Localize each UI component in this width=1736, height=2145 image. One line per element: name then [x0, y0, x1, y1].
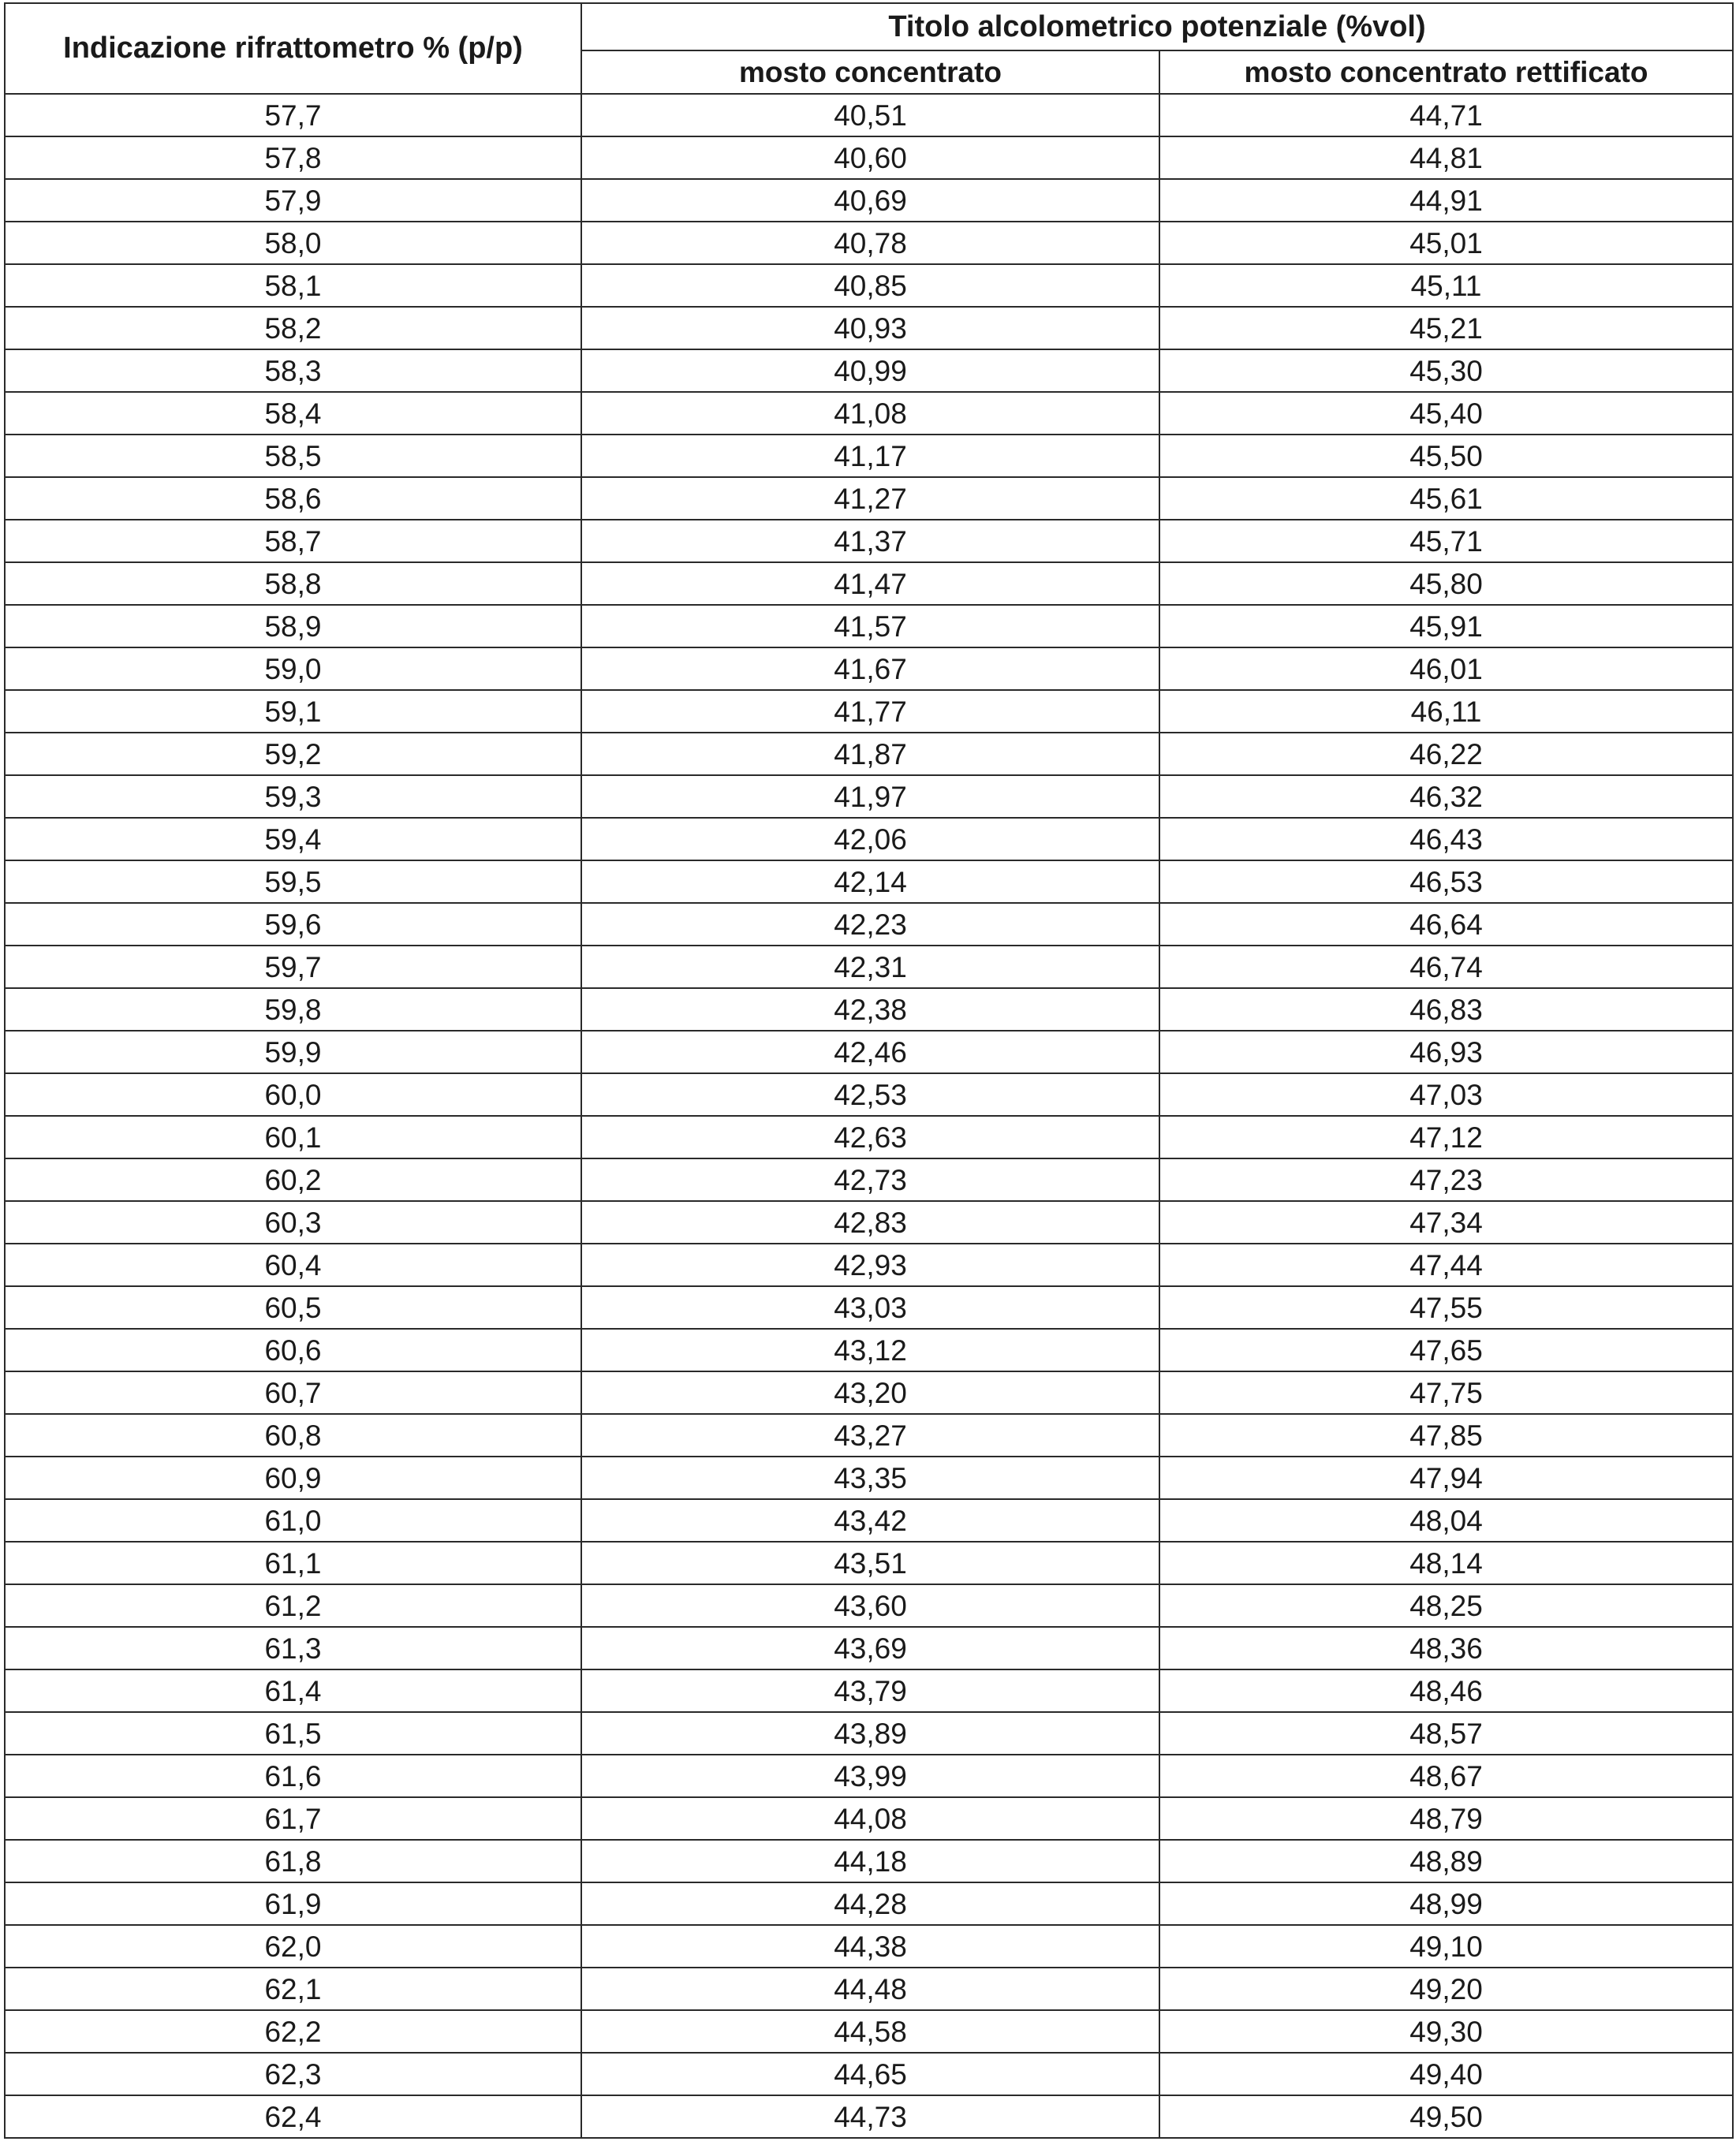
cell-refractometer: 59,3 [5, 775, 581, 818]
cell-concentrated-must: 43,12 [581, 1329, 1159, 1371]
cell-rectified-must: 48,89 [1159, 1840, 1733, 1882]
table-row [5, 1286, 1733, 1329]
cell-rectified-must: 47,12 [1159, 1116, 1733, 1158]
cell-rectified-must: 47,23 [1159, 1158, 1733, 1201]
table-row [5, 1627, 1733, 1669]
table-row [5, 179, 1733, 222]
cell-rectified-must: 45,21 [1159, 307, 1733, 349]
cell-rectified-must: 49,20 [1159, 1968, 1733, 2010]
cell-refractometer: 60,8 [5, 1414, 581, 1457]
cell-concentrated-must: 42,31 [581, 946, 1159, 988]
table-body [5, 94, 1733, 2138]
table-row [5, 818, 1733, 860]
cell-rectified-must: 49,40 [1159, 2053, 1733, 2095]
cell-concentrated-must: 42,53 [581, 1073, 1159, 1116]
cell-refractometer: 59,0 [5, 647, 581, 690]
table-row [5, 1968, 1733, 2010]
cell-rectified-must: 47,34 [1159, 1201, 1733, 1244]
table-row [5, 2010, 1733, 2053]
table-row [5, 520, 1733, 562]
cell-refractometer: 60,0 [5, 1073, 581, 1116]
table-row [5, 392, 1733, 435]
cell-concentrated-must: 44,18 [581, 1840, 1159, 1882]
table-row [5, 1158, 1733, 1201]
cell-concentrated-must: 40,69 [581, 179, 1159, 222]
cell-rectified-must: 49,30 [1159, 2010, 1733, 2053]
cell-rectified-must: 46,11 [1159, 690, 1733, 733]
cell-refractometer: 59,6 [5, 903, 581, 946]
cell-refractometer: 58,6 [5, 477, 581, 520]
cell-refractometer: 57,8 [5, 136, 581, 179]
cell-refractometer: 61,1 [5, 1542, 581, 1584]
cell-concentrated-must: 42,63 [581, 1116, 1159, 1158]
cell-concentrated-must: 40,99 [581, 349, 1159, 392]
cell-rectified-must: 48,57 [1159, 1712, 1733, 1755]
cell-refractometer: 58,5 [5, 435, 581, 477]
cell-rectified-must: 47,75 [1159, 1371, 1733, 1414]
table-row [5, 1584, 1733, 1627]
table-row [5, 1414, 1733, 1457]
cell-refractometer: 58,1 [5, 264, 581, 307]
table-row [5, 2053, 1733, 2095]
cell-rectified-must: 48,79 [1159, 1797, 1733, 1840]
header-row-1 [5, 3, 1733, 50]
table-row [5, 1840, 1733, 1882]
cell-concentrated-must: 41,97 [581, 775, 1159, 818]
cell-refractometer: 58,3 [5, 349, 581, 392]
cell-rectified-must: 44,71 [1159, 94, 1733, 136]
table-row [5, 1882, 1733, 1925]
table-row [5, 435, 1733, 477]
cell-concentrated-must: 41,47 [581, 562, 1159, 605]
cell-refractometer: 60,5 [5, 1286, 581, 1329]
table-row [5, 1371, 1733, 1414]
cell-rectified-must: 46,74 [1159, 946, 1733, 988]
cell-rectified-must: 47,94 [1159, 1457, 1733, 1499]
cell-refractometer: 59,8 [5, 988, 581, 1031]
cell-concentrated-must: 43,60 [581, 1584, 1159, 1627]
cell-rectified-must: 46,01 [1159, 647, 1733, 690]
cell-concentrated-must: 44,58 [581, 2010, 1159, 2053]
cell-concentrated-must: 41,27 [581, 477, 1159, 520]
cell-refractometer: 59,5 [5, 860, 581, 903]
cell-concentrated-must: 43,03 [581, 1286, 1159, 1329]
cell-concentrated-must: 42,38 [581, 988, 1159, 1031]
cell-refractometer: 59,7 [5, 946, 581, 988]
cell-refractometer: 61,4 [5, 1669, 581, 1712]
cell-rectified-must: 46,64 [1159, 903, 1733, 946]
cell-refractometer: 58,0 [5, 222, 581, 264]
cell-rectified-must: 48,46 [1159, 1669, 1733, 1712]
cell-rectified-must: 46,93 [1159, 1031, 1733, 1073]
cell-rectified-must: 45,30 [1159, 349, 1733, 392]
cell-concentrated-must: 42,23 [581, 903, 1159, 946]
cell-concentrated-must: 42,46 [581, 1031, 1159, 1073]
cell-refractometer: 61,6 [5, 1755, 581, 1797]
refractometer-conversion-table [4, 2, 1734, 2139]
cell-refractometer: 62,4 [5, 2095, 581, 2138]
table-header [5, 3, 1733, 94]
table-row [5, 647, 1733, 690]
cell-rectified-must: 48,25 [1159, 1584, 1733, 1627]
cell-rectified-must: 46,32 [1159, 775, 1733, 818]
table-row [5, 1073, 1733, 1116]
table-row [5, 1457, 1733, 1499]
cell-rectified-must: 46,43 [1159, 818, 1733, 860]
cell-rectified-must: 47,55 [1159, 1286, 1733, 1329]
table-row [5, 903, 1733, 946]
table-row [5, 1329, 1733, 1371]
table-row [5, 946, 1733, 988]
cell-concentrated-must: 40,85 [581, 264, 1159, 307]
cell-concentrated-must: 41,17 [581, 435, 1159, 477]
cell-refractometer: 61,7 [5, 1797, 581, 1840]
header-concentrated-must: mosto concentrato [581, 50, 1159, 94]
cell-refractometer: 61,9 [5, 1882, 581, 1925]
cell-concentrated-must: 43,79 [581, 1669, 1159, 1712]
document-page [4, 2, 1732, 2139]
table-row [5, 860, 1733, 903]
table-row [5, 264, 1733, 307]
cell-concentrated-must: 43,20 [581, 1371, 1159, 1414]
table-row [5, 349, 1733, 392]
cell-concentrated-must: 40,78 [581, 222, 1159, 264]
cell-rectified-must: 49,10 [1159, 1925, 1733, 1968]
cell-refractometer: 60,2 [5, 1158, 581, 1201]
cell-rectified-must: 48,14 [1159, 1542, 1733, 1584]
cell-rectified-must: 45,40 [1159, 392, 1733, 435]
cell-rectified-must: 46,83 [1159, 988, 1733, 1031]
cell-concentrated-must: 44,08 [581, 1797, 1159, 1840]
cell-refractometer: 58,8 [5, 562, 581, 605]
table-row [5, 1542, 1733, 1584]
cell-refractometer: 62,0 [5, 1925, 581, 1968]
cell-refractometer: 60,4 [5, 1244, 581, 1286]
cell-concentrated-must: 40,51 [581, 94, 1159, 136]
cell-refractometer: 58,9 [5, 605, 581, 647]
cell-refractometer: 58,7 [5, 520, 581, 562]
cell-refractometer: 61,2 [5, 1584, 581, 1627]
cell-concentrated-must: 43,99 [581, 1755, 1159, 1797]
cell-concentrated-must: 40,93 [581, 307, 1159, 349]
cell-rectified-must: 44,91 [1159, 179, 1733, 222]
header-rectified-concentrated-must: mosto concentrato rettificato [1159, 50, 1733, 94]
cell-refractometer: 62,3 [5, 2053, 581, 2095]
table-row [5, 775, 1733, 818]
cell-concentrated-must: 44,38 [581, 1925, 1159, 1968]
cell-rectified-must: 48,67 [1159, 1755, 1733, 1797]
cell-concentrated-must: 43,89 [581, 1712, 1159, 1755]
cell-refractometer: 62,1 [5, 1968, 581, 2010]
cell-concentrated-must: 41,57 [581, 605, 1159, 647]
table-row [5, 2095, 1733, 2138]
cell-rectified-must: 45,80 [1159, 562, 1733, 605]
table-row [5, 690, 1733, 733]
table-row [5, 988, 1733, 1031]
cell-concentrated-must: 40,60 [581, 136, 1159, 179]
cell-concentrated-must: 42,73 [581, 1158, 1159, 1201]
cell-concentrated-must: 41,87 [581, 733, 1159, 775]
cell-refractometer: 60,9 [5, 1457, 581, 1499]
cell-concentrated-must: 41,67 [581, 647, 1159, 690]
cell-refractometer: 61,5 [5, 1712, 581, 1755]
cell-rectified-must: 45,71 [1159, 520, 1733, 562]
cell-concentrated-must: 43,35 [581, 1457, 1159, 1499]
cell-refractometer: 61,3 [5, 1627, 581, 1669]
table-row [5, 1201, 1733, 1244]
table-row [5, 1925, 1733, 1968]
cell-refractometer: 61,8 [5, 1840, 581, 1882]
cell-rectified-must: 47,44 [1159, 1244, 1733, 1286]
cell-refractometer: 60,3 [5, 1201, 581, 1244]
cell-concentrated-must: 44,73 [581, 2095, 1159, 2138]
cell-rectified-must: 45,11 [1159, 264, 1733, 307]
cell-rectified-must: 45,61 [1159, 477, 1733, 520]
cell-refractometer: 59,2 [5, 733, 581, 775]
table-row [5, 1031, 1733, 1073]
table-row [5, 1244, 1733, 1286]
cell-rectified-must: 49,50 [1159, 2095, 1733, 2138]
cell-concentrated-must: 42,83 [581, 1201, 1159, 1244]
cell-rectified-must: 48,36 [1159, 1627, 1733, 1669]
cell-concentrated-must: 41,37 [581, 520, 1159, 562]
cell-refractometer: 59,1 [5, 690, 581, 733]
table-row [5, 222, 1733, 264]
table-row [5, 136, 1733, 179]
cell-refractometer: 59,4 [5, 818, 581, 860]
table-row [5, 94, 1733, 136]
cell-rectified-must: 45,01 [1159, 222, 1733, 264]
table-row [5, 733, 1733, 775]
table-row [5, 1712, 1733, 1755]
table-row [5, 1669, 1733, 1712]
cell-rectified-must: 45,50 [1159, 435, 1733, 477]
table-row [5, 1499, 1733, 1542]
cell-concentrated-must: 43,27 [581, 1414, 1159, 1457]
cell-refractometer: 62,2 [5, 2010, 581, 2053]
cell-concentrated-must: 43,42 [581, 1499, 1159, 1542]
cell-rectified-must: 48,04 [1159, 1499, 1733, 1542]
cell-rectified-must: 47,65 [1159, 1329, 1733, 1371]
cell-concentrated-must: 43,51 [581, 1542, 1159, 1584]
cell-concentrated-must: 44,28 [581, 1882, 1159, 1925]
cell-concentrated-must: 44,48 [581, 1968, 1159, 2010]
cell-concentrated-must: 43,69 [581, 1627, 1159, 1669]
cell-concentrated-must: 41,77 [581, 690, 1159, 733]
cell-refractometer: 57,9 [5, 179, 581, 222]
table-row [5, 1116, 1733, 1158]
header-potential-alcohol-group: Titolo alcolometrico potenziale (%vol) [581, 3, 1733, 50]
table-row [5, 605, 1733, 647]
table-row [5, 562, 1733, 605]
cell-refractometer: 57,7 [5, 94, 581, 136]
cell-refractometer: 60,7 [5, 1371, 581, 1414]
table-row [5, 1755, 1733, 1797]
table-row [5, 477, 1733, 520]
cell-concentrated-must: 42,14 [581, 860, 1159, 903]
header-refractometer: Indicazione rifrattometro % (p/p) [5, 3, 581, 94]
cell-concentrated-must: 42,06 [581, 818, 1159, 860]
cell-concentrated-must: 41,08 [581, 392, 1159, 435]
cell-concentrated-must: 44,65 [581, 2053, 1159, 2095]
cell-refractometer: 60,1 [5, 1116, 581, 1158]
table-row [5, 307, 1733, 349]
cell-rectified-must: 46,22 [1159, 733, 1733, 775]
table-row [5, 1797, 1733, 1840]
cell-rectified-must: 47,03 [1159, 1073, 1733, 1116]
cell-rectified-must: 48,99 [1159, 1882, 1733, 1925]
cell-rectified-must: 44,81 [1159, 136, 1733, 179]
cell-refractometer: 60,6 [5, 1329, 581, 1371]
cell-refractometer: 59,9 [5, 1031, 581, 1073]
cell-rectified-must: 45,91 [1159, 605, 1733, 647]
cell-refractometer: 61,0 [5, 1499, 581, 1542]
cell-concentrated-must: 42,93 [581, 1244, 1159, 1286]
cell-refractometer: 58,4 [5, 392, 581, 435]
cell-refractometer: 58,2 [5, 307, 581, 349]
cell-rectified-must: 47,85 [1159, 1414, 1733, 1457]
cell-rectified-must: 46,53 [1159, 860, 1733, 903]
